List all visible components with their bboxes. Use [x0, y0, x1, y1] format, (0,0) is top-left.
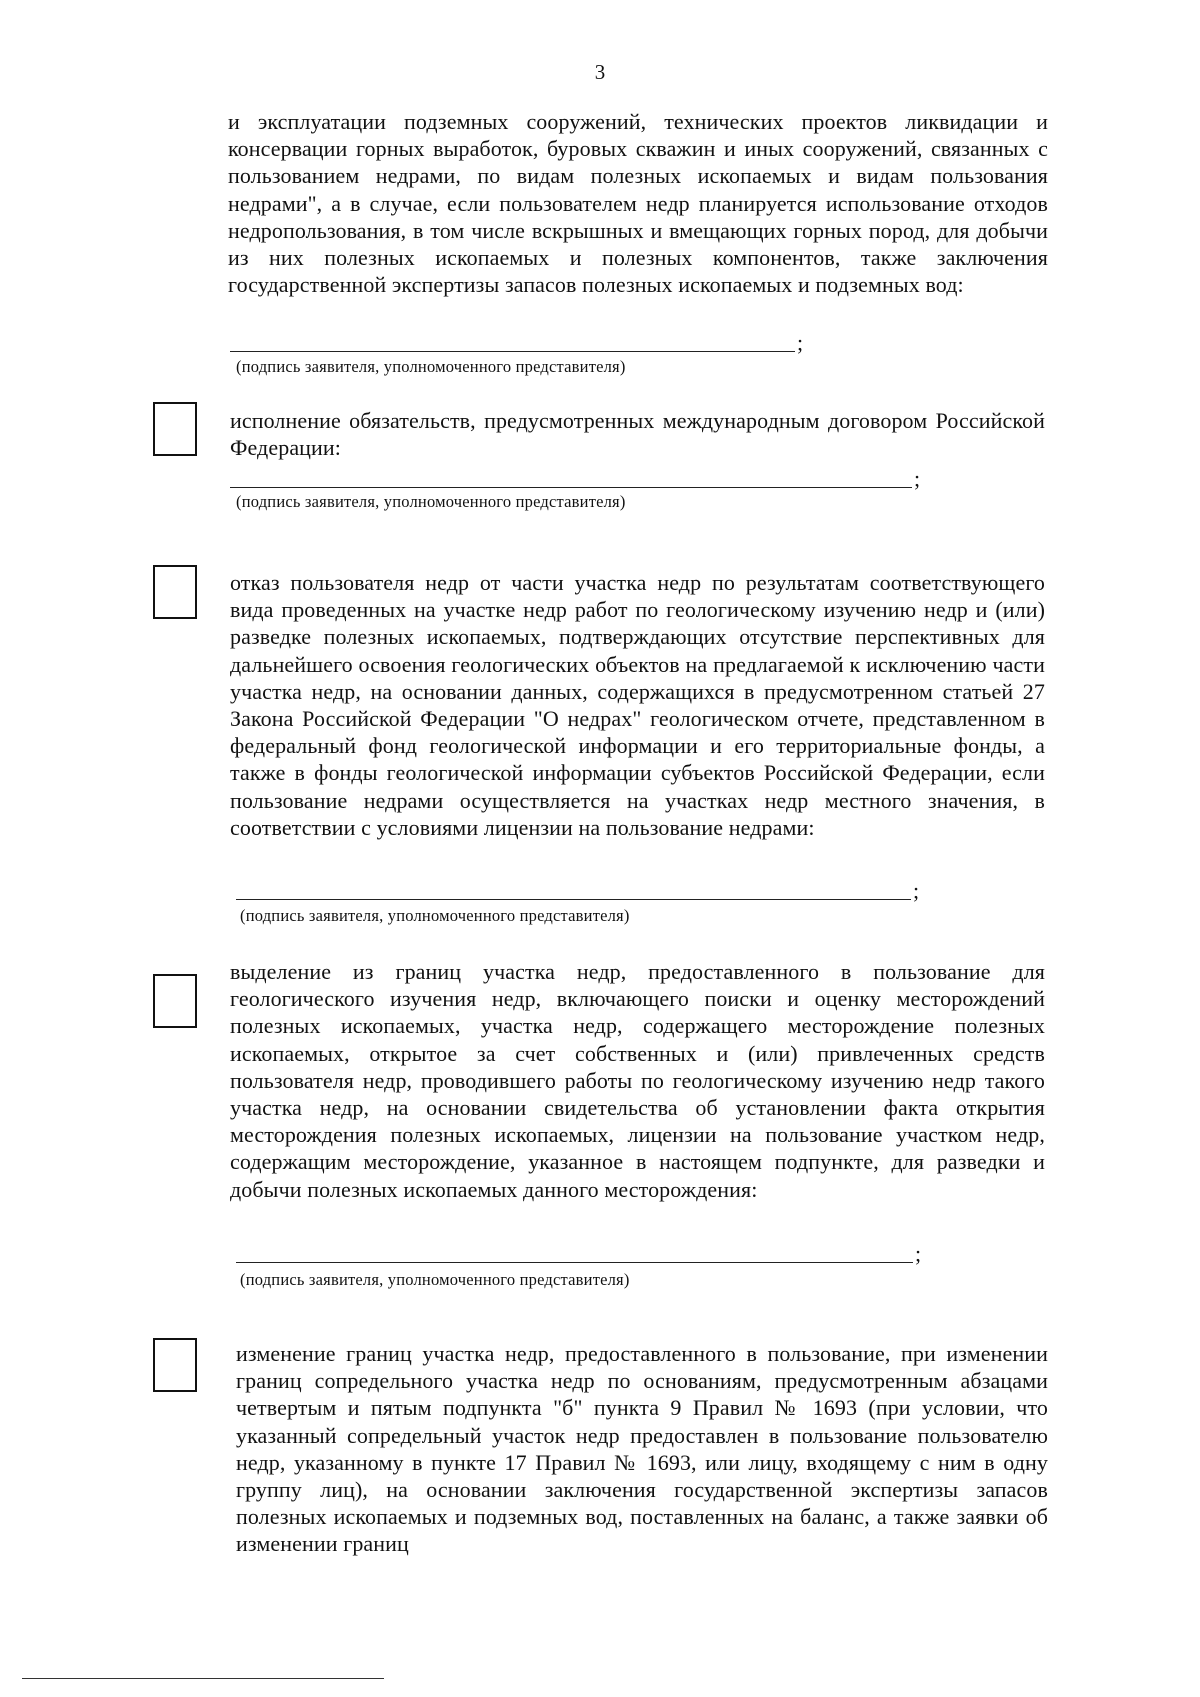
option-checkbox-deposit-separation[interactable]: [153, 974, 197, 1028]
option-text-deposit-separation: выделение из границ участка недр, предоставленного в пользование для геологического изучения недр, включающего поиски и оценку месторождений полезных ископаемых, участка недр, содержащего месторождение полезных ископаемых, открытое за счет собственных и (или) привлеченных средств пользователя недр, проводившего работы по геологическому изучению недр такого участка недр, на основании свидетельства об установлении факта открытия месторождения полезных ископаемых, лицензии на пользование участком недр, содержащим месторождение, указанное в настоящем подпункте, для разведки и добычи полезных ископаемых данного месторождения:: [230, 959, 1045, 1202]
signature-line[interactable]: [236, 1262, 913, 1263]
signature-semicolon: ;: [797, 330, 804, 355]
signature-semicolon: ;: [915, 1241, 922, 1266]
option-text-international-treaty: исполнение обязательств, предусмотренных международным договором Российской Федерации:: [230, 408, 1045, 461]
option-text-boundary-change: изменение границ участка недр, предоставленного в пользование, при изменении границ сопредельного участка недр по основаниям, предусмотренным абзацами четвертым и пятым подпункта "б" пункта 9 Правил № 1693 (при условии, что указанный сопредельный участок недр предоставлен в пользование пользователю недр, указанному в пункте 17 Правил № 1693, или лицу, входящему с ним в одну группу лиц), на основании заключения государственной экспертизы запасов полезных ископаемых и подземных вод, поставленных на баланс, а также заявки об изменении границ: [236, 1341, 1048, 1557]
paragraph-continuation: и эксплуатации подземных сооружений, технических проектов ликвидации и консервации горных выработок, буровых скважин и иных сооружений, связанных с пользованием недрами, по видам полезных ископаемых и видам пользования недрами", а в случае, если пользователем недр планируется использование отходов недропользования, в том числе вскрышных и вмещающих горных пород, для добычи из них полезных ископаемых и полезных компонентов, также заключения государственной экспертизы запасов полезных ископаемых и подземных вод:: [228, 109, 1048, 298]
signature-caption: (подпись заявителя, уполномоченного представителя): [240, 1270, 630, 1289]
signature-caption: (подпись заявителя, уполномоченного представителя): [236, 492, 626, 511]
signature-semicolon: ;: [914, 466, 921, 491]
signature-semicolon: ;: [913, 878, 920, 903]
option-checkbox-international-treaty[interactable]: [153, 402, 197, 456]
signature-line[interactable]: [230, 351, 795, 352]
signature-line[interactable]: [236, 899, 911, 900]
footer-rule: [22, 1678, 384, 1679]
option-text-partial-refusal: отказ пользователя недр от части участка недр по результатам соответствующего вида проведенных на участке недр работ по геологическому изучению недр и (или) разведке полезных ископаемых, подтверждающих отсутствие перспективных для дальнейшего освоения геологических объектов на предлагаемой к исключению части участка недр, на основании данных, содержащихся в предусмотренном статьей 27 Закона Российской Федерации "О недрах" геологическом отчете, представленном в федеральный фонд геологической информации и его территориальные фонды, а также в фонды геологической информации субъектов Российской Федерации, если пользование недрами осуществляется на участках недр местного значения, в соответствии с условиями лицензии на пользование недрами:: [230, 570, 1045, 840]
page-number: 3: [594, 60, 606, 84]
signature-caption: (подпись заявителя, уполномоченного представителя): [240, 906, 630, 925]
option-checkbox-partial-refusal[interactable]: [153, 565, 197, 619]
signature-line[interactable]: [230, 487, 912, 488]
signature-caption: (подпись заявителя, уполномоченного представителя): [236, 357, 626, 376]
option-checkbox-boundary-change[interactable]: [153, 1338, 197, 1392]
